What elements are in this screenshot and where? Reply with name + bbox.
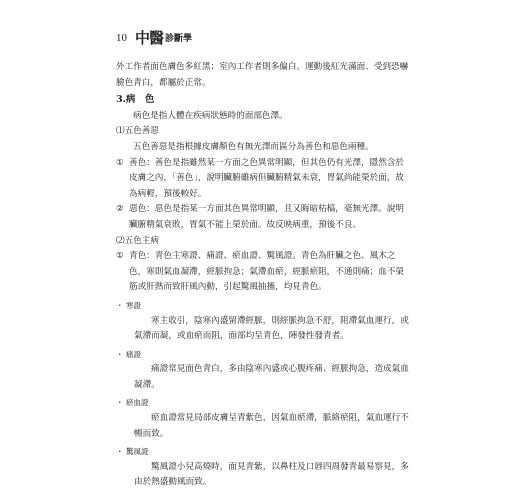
point-label-text: 寒證	[126, 300, 141, 310]
point-label: ・ 瘀血證	[116, 398, 149, 408]
subsection-heading-2: ⑵五色主病	[116, 235, 159, 246]
point-label: ・ 驚風證	[116, 447, 149, 457]
subsection-intro-1: 五色善惡是指根據皮膚顏色有無光澤而區分為善色和惡色兩種。	[133, 141, 374, 152]
item-text: 青色：青色主寒證、痛證、瘀血證、驚風證。青色為肝臟之色、風木之色，寒則氣血凝滯，經脈拘急；氣滯血瘀，經脈瘀阻，不通則痛；血不榮筋或肝熱而致肝風內動，引起驚風抽搐，均見青色。	[129, 251, 405, 293]
point-label-text: 驚風證	[126, 447, 149, 457]
logo-sub-text: 診斷學	[165, 34, 193, 44]
page-number: 10	[116, 31, 127, 44]
point-label: ・ 痛證	[116, 349, 141, 359]
list-item	[116, 249, 412, 296]
point-label-text: 痛證	[126, 349, 141, 359]
item-text: 惡色：惡色是指某一方面其色異常明顯，且又晦暗枯槁，毫無光澤。說明臟腑精氣衰敗，胃氣不能上榮於面。故反映病重，預後不良。	[129, 204, 405, 230]
point-text: 寒主收引，陰寒內盛留滯經脈，則經脈拘急不舒，阻滯氣血運行，或氣滯而凝，或血瘀而阻，面部均呈青色，陣發性發青者。	[134, 315, 409, 342]
point-label: ・ 寒證	[116, 300, 141, 310]
point-text: 驚風證小兒高燒時，面見青紫，以鼻柱及口唇四周發青最易察見，多由於熱盛動風而致。	[134, 461, 409, 488]
item-number: ①	[116, 157, 124, 168]
logo-main-text: 中醫	[135, 29, 164, 47]
book-logo	[135, 27, 192, 48]
subsection-heading-1: ⑴五色善惡	[116, 126, 159, 137]
point-label-text: 瘀血證	[126, 398, 149, 408]
intro-line-2: 臉色青白，都屬於正常。	[116, 77, 211, 88]
point-text: 瘀血證常見局部皮膚呈青紫色，因氣血瘀滯，脈絡瘀阻，氣血運行不暢而致。	[134, 413, 409, 439]
item-number: ①	[116, 251, 124, 262]
section-definition: 病色是指人體在疾病狀態時的面部色澤。	[133, 110, 288, 121]
list-item	[116, 202, 412, 233]
item-text: 善色：善色是指雖然某一方面之色異常明顯，但其色仍有光澤，隱然含於皮膚之內，「善色」，說明臟腑雖病但臟腑精氣未衰，胃氣尚能榮於面，故為病輕，預後較好。	[129, 157, 405, 199]
item-number: ②	[116, 204, 124, 215]
intro-line-1: 外工作者面色膚色多紅黑；室內工作者則多偏白。運動後紅光滿面、受到恐嚇	[116, 62, 409, 72]
point-text: 痛證常見面色青白，多由陰寒內盛或心腹疼痛、經脈拘急，造成氣血凝滯。	[134, 364, 409, 390]
page-header	[116, 27, 192, 48]
list-item	[116, 156, 412, 203]
section-heading: 3.病 色	[116, 94, 155, 106]
page-body	[116, 60, 412, 491]
